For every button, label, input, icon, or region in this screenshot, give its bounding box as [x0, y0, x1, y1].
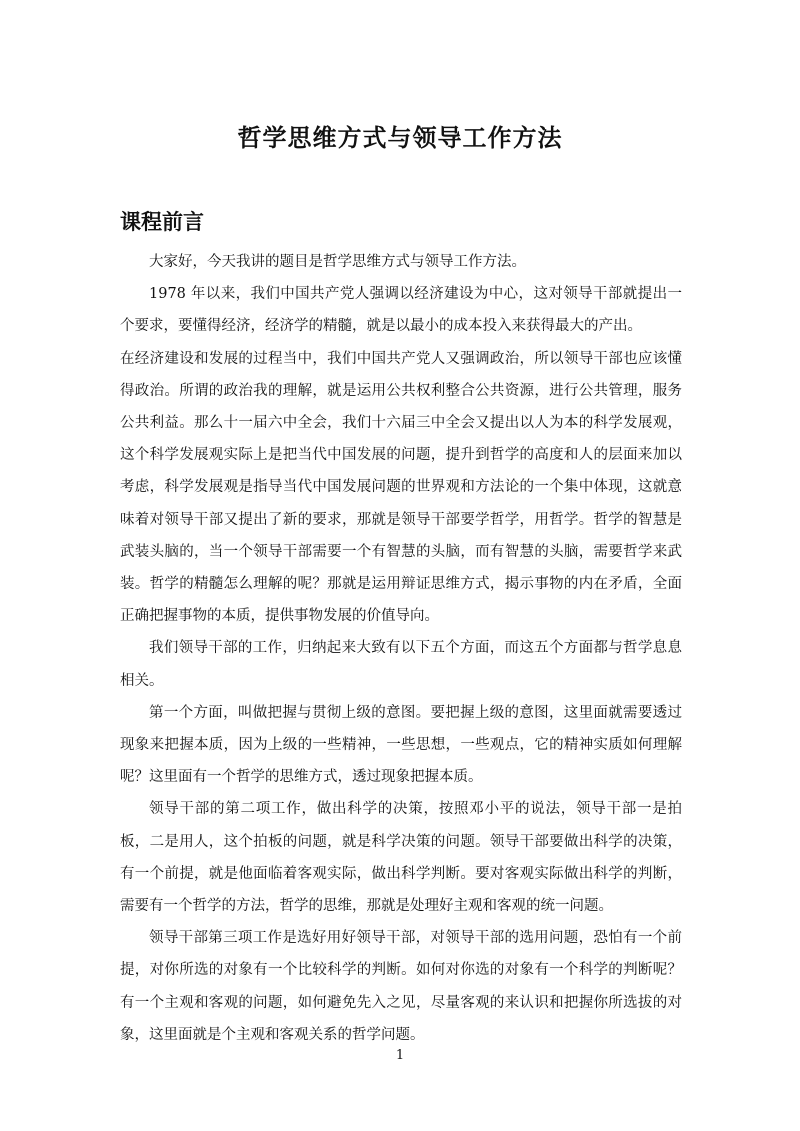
paragraph: 领导干部的第二项工作，做出科学的决策，按照邓小平的说法，领导干部一是拍板，二是用人，这个拍板的问题，就是科学决策的问题。领导干部要做出科学的决策，有一个前提，就是他面临着客观实际，做出科学判断。要对客观实际做出科学的判断，需要有一个哲学的方法，哲学的思维，那就是处理好主观和客观的统一问题。 [120, 801, 682, 915]
paragraph: 第一个方面，叫做把握与贯彻上级的意图。要把握上级的意图，这里面就需要透过现象来把握本质，因为上级的一些精神，一些思想，一些观点，它的精神实质如何理解呢？这里面有一个哲学的思维方式，透过现象把握本质。 [120, 704, 682, 786]
paragraph: 大家好，今天我讲的题目是哲学思维方式与领导工作方法。 [149, 254, 526, 270]
paragraph: 在经济建设和发展的过程当中，我们中国共产党人又强调政治，所以领导干部也应该懂得政治。所谓的政治我的理解，就是运用公共权利整合公共资源，进行公共管理，服务公共利益。那么十一届六中全会，我们十六届三中全会又提出以人为本的科学发展观，这个科学发展观实际上是把当代中国发展的问题，提升到哲学的高度和人的层面来加以考虑，科学发展观是指导当代中国发展问题的世界观和方法论的一个集中体现，这就意味着对领导干部又提出了新的要求，那就是领导干部要学哲学，用哲学。哲学的智慧是武装头脑的，当一个领导干部需要一个有智慧的头脑，而有智慧的头脑，需要哲学来武装。哲学的精髓怎么理解的呢？那就是运用辩证思维方式，揭示事物的内在矛盾，全面正确把握事物的本质，提供事物发展的价值导向。 [120, 350, 682, 625]
paragraph: 领导干部第三项工作是选好用好领导干部，对领导干部的选用问题，恐怕有一个前提，对你所选的对象有一个比较科学的判断。如何对你选的对象有一个科学的判断呢？有一个主观和客观的问题，如何避免先入之见，尽量客观的来认识和把握你所选拔的对象，这里面就是个主观和客观关系的哲学问题。 [120, 930, 682, 1043]
document-body [120, 246, 682, 1051]
document-title: 哲学思维方式与领导工作方法 [237, 123, 563, 152]
paragraph: 我们领导干部的工作，归纳起来大致有以下五个方面，而这五个方面都与哲学息息相关。 [120, 640, 682, 689]
page-number: 1 [395, 1048, 405, 1063]
paragraph: 1978 年以来，我们中国共产党人强调以经济建设为中心，这对领导干部就提出一个要求，要懂得经济，经济学的精髓，就是以最小的成本投入来获得最大的产出。 [120, 286, 682, 335]
section-heading: 课程前言 [120, 209, 204, 234]
